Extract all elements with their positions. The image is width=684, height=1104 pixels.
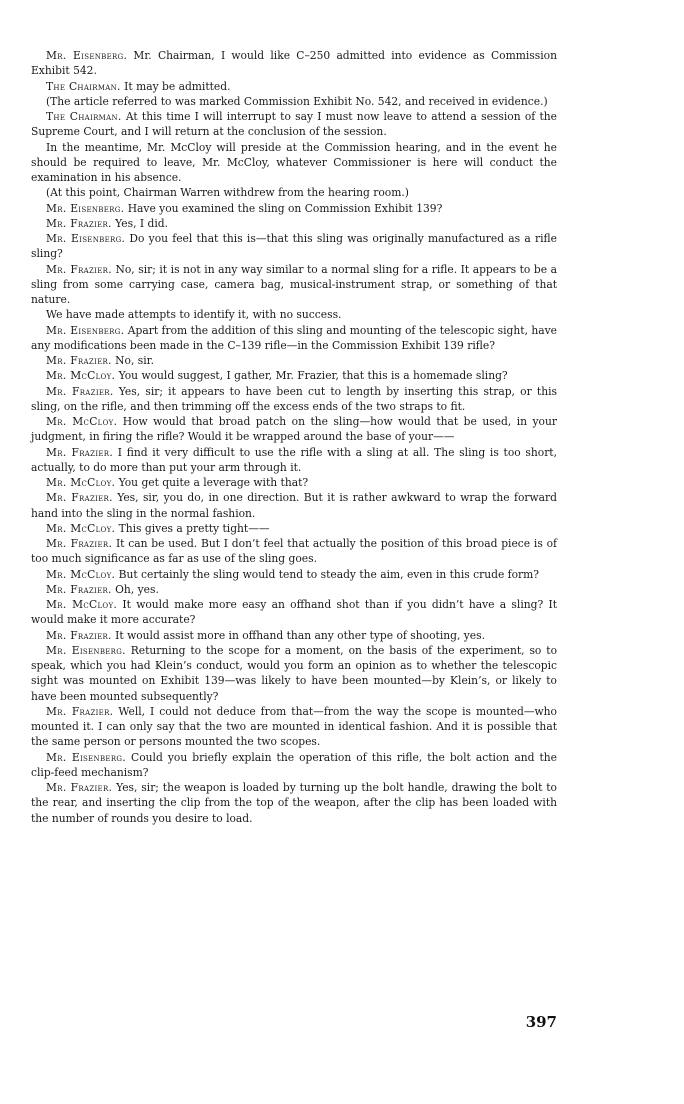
paragraph <box>31 323 557 354</box>
speaker: Mr. McCloy. <box>46 369 116 383</box>
paragraph-text: How would that broad patch on the sling—how would that be used, in your judgment, in firing the rifle? Would it be wrapped around the base of your—— <box>31 415 557 444</box>
paragraph <box>31 521 557 536</box>
paragraph <box>31 307 557 322</box>
paragraph <box>31 262 557 308</box>
paragraph <box>31 94 557 109</box>
paragraph <box>31 567 557 582</box>
paragraph <box>31 597 557 628</box>
paragraph <box>31 140 557 186</box>
paragraph-text: Could you briefly explain the operation of this rifle, the bolt action and the clip-feed mechanism? <box>31 750 557 779</box>
speaker: The Chairman. <box>46 110 122 123</box>
speaker: Mr. McCloy. <box>46 521 116 535</box>
paragraph <box>31 109 557 140</box>
speaker: Mr. Frazier. <box>46 582 112 596</box>
paragraph-text: No, sir; it is not in any way similar to a normal sling for a rifle. It appears to be a sling from some carrying case, camera bag, musical-instrument strap, or something of that nature. <box>31 262 557 306</box>
speaker: Mr. Frazier. <box>46 491 113 505</box>
paragraph <box>31 582 557 597</box>
paragraph-text: Yes, sir; the weapon is loaded by turning up the bolt handle, drawing the bolt to the rear, and inserting the clip from the top of the weapon, after the clip has been loaded with the number of rounds you desire to load. <box>31 781 557 825</box>
speaker: Mr. Eisenberg. <box>46 323 125 337</box>
paragraph <box>31 201 557 216</box>
speaker: Mr. McCloy. <box>46 476 116 489</box>
paragraph <box>31 628 557 643</box>
paragraph-text: This gives a pretty tight—— <box>115 521 270 535</box>
speaker: Mr. Frazier. <box>46 262 112 276</box>
page-number: 397 <box>525 1013 557 1031</box>
paragraph-text: Do you feel that this is—that this sling was originally manufactured as a rifle sling? <box>31 232 557 261</box>
transcript-body <box>31 48 557 826</box>
paragraph-text: It may be admitted. <box>120 79 231 93</box>
paragraph-text: We have made attempts to identify it, with no success. <box>46 308 342 322</box>
paragraph-text: Returning to the scope for a moment, on the basis of the experiment, so to speak, which you had Klein’s conduct, would you form an opinion as to whether the telescopic sight was mounted on Exhibit 139—was likely to have been mounted—by Klein’s, or likely to have been mounted subsequently? <box>31 643 557 703</box>
speaker: Mr. Frazier. <box>46 781 113 794</box>
paragraph-text: It would assist more in offhand than any other type of shooting, yes. <box>111 628 485 642</box>
paragraph-text: Mr. Chairman, I would like C–250 admitted into evidence as Commission Exhibit 542. <box>31 49 557 78</box>
speaker: Mr. Frazier. <box>46 216 112 230</box>
paragraph-text: Yes, I did. <box>111 216 169 230</box>
speaker: Mr. Frazier. <box>46 704 114 718</box>
paragraph <box>31 216 557 231</box>
paragraph-text: No, sir. <box>111 354 154 367</box>
paragraph <box>31 368 557 383</box>
speaker: The Chairman. <box>46 79 121 93</box>
paragraph <box>31 536 557 567</box>
paragraph <box>31 643 557 704</box>
paragraph-text: It would make more easy an offhand shot than if you didn’t have a sling? It would make it more accurate? <box>31 598 557 627</box>
speaker: Mr. McCloy. <box>46 598 118 611</box>
speaker: Mr. McCloy. <box>46 415 118 428</box>
paragraph-text: In the meantime, Mr. McCloy will preside at the Commission hearing, and in the event he should be required to leave, Mr. McCloy, whatever Commissioner is here will conduct the examination in his absence. <box>31 140 557 184</box>
paragraph <box>31 231 557 262</box>
paragraph-text: But certainly the sling would tend to steady the aim, even in this crude form? <box>115 567 540 581</box>
paragraph-text: (The article referred to was marked Commission Exhibit No. 542, and received in evidence.) <box>46 94 548 108</box>
paragraph-text: Oh, yes. <box>111 582 159 596</box>
paragraph <box>31 353 557 368</box>
paragraph-text: Have you examined the sling on Commission Exhibit 139? <box>124 201 443 215</box>
paragraph <box>31 79 557 94</box>
speaker: Mr. Eisenberg. <box>46 201 125 215</box>
paragraph <box>31 750 557 781</box>
paragraph <box>31 185 557 200</box>
paragraph-text: I find it very difficult to use the rifle with a sling at all. The sling is too short, actually, to do more than put your arm through it. <box>31 445 557 474</box>
speaker: Mr. Eisenberg. <box>46 49 128 62</box>
paragraph <box>31 704 557 750</box>
paragraph-text: Yes, sir, you do, in one direction. But it is rather awkward to wrap the forward hand into the sling in the normal fashion. <box>31 491 557 520</box>
paragraph <box>31 780 557 826</box>
paragraph <box>31 384 557 415</box>
speaker: Mr. Eisenberg. <box>46 232 126 245</box>
speaker: Mr. Frazier. <box>46 384 114 398</box>
speaker: Mr. Eisenberg. <box>46 750 126 764</box>
speaker: Mr. Frazier. <box>46 445 114 459</box>
speaker: Mr. Frazier. <box>46 354 112 367</box>
paragraph-text: You get quite a leverage with that? <box>115 476 309 489</box>
paragraph <box>31 490 557 521</box>
speaker: Mr. Frazier. <box>46 628 112 642</box>
paragraph-text: Apart from the addition of this sling and mounting of the telescopic sight, have any modifications been made in the C–139 rifle—in the Commission Exhibit 139 rifle? <box>31 323 558 352</box>
paragraph <box>31 414 557 445</box>
paragraph <box>31 48 557 79</box>
paragraph-text: It can be used. But I don’t feel that actually the position of this broad piece is of too much significance as far as use of the sling goes. <box>31 537 557 566</box>
paragraph-text: Yes, sir; it appears to have been cut to length by inserting this strap, or this sling, on the rifle, and then trimming off the excess ends of the two straps to fit. <box>31 384 557 413</box>
paragraph-text: (At this point, Chairman Warren withdrew from the hearing room.) <box>46 186 409 200</box>
speaker: Mr. McCloy. <box>46 567 116 581</box>
paragraph <box>31 475 557 490</box>
speaker: Mr. Eisenberg. <box>46 643 126 657</box>
paragraph-text: You would suggest, I gather, Mr. Frazier, that this is a homemade sling? <box>115 369 508 383</box>
paragraph-text: At this time I will interrupt to say I must now leave to attend a session of the Supreme Court, and I will return at the conclusion of the session. <box>31 110 557 139</box>
paragraph <box>31 445 557 476</box>
paragraph-text: Well, I could not deduce from that—from the way the scope is mounted—who mounted it. I can only say that the two are mounted in identical fashion. And it is possible that the same person or persons mounted the two scopes. <box>31 704 557 749</box>
speaker: Mr. Frazier. <box>46 537 113 550</box>
